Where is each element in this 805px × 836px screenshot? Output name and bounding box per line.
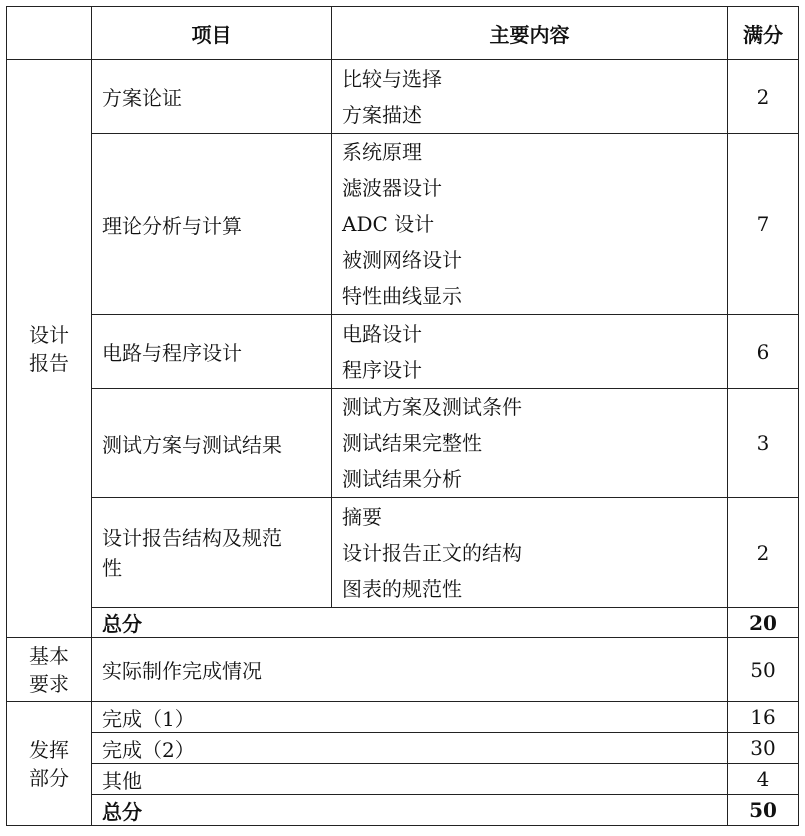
score-cell: 50 xyxy=(728,638,799,702)
section-basic: 基本 要求 xyxy=(7,638,92,702)
total-label: 总分 xyxy=(92,608,728,638)
item-cell: 完成（2） xyxy=(92,733,728,764)
header-row xyxy=(7,7,799,60)
score-cell: 3 xyxy=(728,389,799,498)
table-row xyxy=(7,315,799,389)
item-cell: 完成（1） xyxy=(92,702,728,733)
table-row xyxy=(7,702,799,733)
content-cell: 电路设计 程序设计 xyxy=(332,315,728,389)
total-row xyxy=(7,795,799,826)
table-row xyxy=(7,764,799,795)
item-cell: 其他 xyxy=(92,764,728,795)
score-cell: 2 xyxy=(728,60,799,134)
score-cell: 4 xyxy=(728,764,799,795)
table-row xyxy=(7,134,799,315)
scoring-table xyxy=(6,6,799,826)
table-row xyxy=(7,498,799,608)
header-section xyxy=(7,7,92,60)
score-cell: 30 xyxy=(728,733,799,764)
score-cell: 16 xyxy=(728,702,799,733)
table-row xyxy=(7,389,799,498)
item-cell: 理论分析与计算 xyxy=(92,134,332,315)
total-label: 总分 xyxy=(92,795,728,826)
table-row xyxy=(7,733,799,764)
item-cell: 方案论证 xyxy=(92,60,332,134)
item-cell: 测试方案与测试结果 xyxy=(92,389,332,498)
section-design-report: 设计 报告 xyxy=(7,60,92,638)
total-score: 50 xyxy=(728,795,799,826)
header-content: 主要内容 xyxy=(332,7,728,60)
score-cell: 6 xyxy=(728,315,799,389)
table-row xyxy=(7,60,799,134)
item-cell: 设计报告结构及规范 性 xyxy=(92,498,332,608)
content-cell: 系统原理 滤波器设计 ADC 设计 被测网络设计 特性曲线显示 xyxy=(332,134,728,315)
header-score: 满分 xyxy=(728,7,799,60)
content-cell: 比较与选择 方案描述 xyxy=(332,60,728,134)
table-row xyxy=(7,638,799,702)
score-cell: 7 xyxy=(728,134,799,315)
total-score: 20 xyxy=(728,608,799,638)
item-cell: 实际制作完成情况 xyxy=(92,638,728,702)
item-cell: 电路与程序设计 xyxy=(92,315,332,389)
content-cell: 测试方案及测试条件 测试结果完整性 测试结果分析 xyxy=(332,389,728,498)
score-cell: 2 xyxy=(728,498,799,608)
content-cell: 摘要 设计报告正文的结构 图表的规范性 xyxy=(332,498,728,608)
section-extra: 发挥 部分 xyxy=(7,702,92,826)
total-row xyxy=(7,608,799,638)
header-item: 项目 xyxy=(92,7,332,60)
